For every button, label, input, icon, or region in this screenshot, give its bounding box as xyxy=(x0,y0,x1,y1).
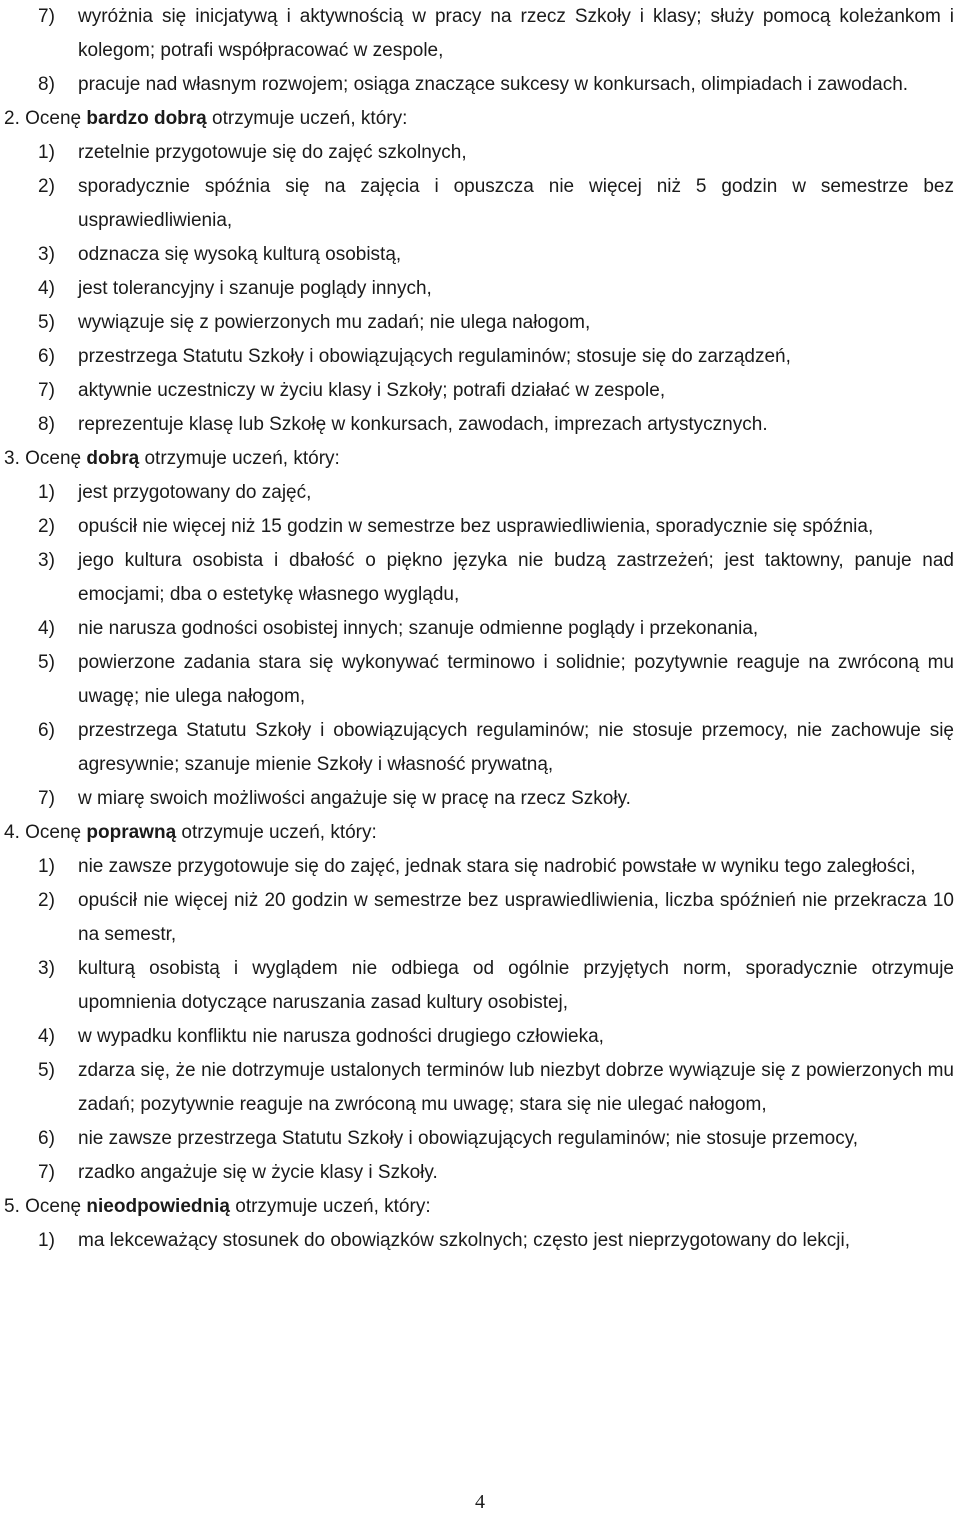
list-item-text: kulturą osobistą i wyglądem nie odbiega od ogólnie przyjętych norm, sporadycznie otrzymuje upomnienia dotyczące naruszania zasad kultury osobistej, xyxy=(78,958,954,1013)
list-item-text: odznacza się wysoką kulturą osobistą, xyxy=(78,244,402,265)
list-item-number: 1) xyxy=(38,856,55,877)
list-item-text: rzetelnie przygotowuje się do zajęć szkolnych, xyxy=(78,142,467,163)
list-item-text: nie zawsze przestrzega Statutu Szkoły i obowiązujących regulaminów; nie stosuje przemocy, xyxy=(78,1128,859,1149)
list-item-text: jest tolerancyjny i szanuje poglądy innych, xyxy=(78,278,432,299)
list-item xyxy=(0,238,960,272)
section-number: 3. xyxy=(4,448,20,469)
list-item-text: w wypadku konfliktu nie narusza godności drugiego człowieka, xyxy=(78,1026,604,1047)
list-item-text: jego kultura osobista i dbałość o piękno języka nie budzą zastrzeżeń; jest taktowny, panuje nad emocjami; dba o estetykę własnego wyglądu, xyxy=(78,550,954,605)
list-item-text: pracuje nad własnym rozwojem; osiąga znaczące sukcesy w konkursach, olimpiadach i zawodach. xyxy=(78,74,909,95)
heading-suffix: otrzymuje uczeń, który: xyxy=(144,448,340,469)
list-item xyxy=(0,510,960,544)
section-heading xyxy=(0,1190,960,1224)
grade-section xyxy=(0,102,960,442)
list-item-number: 5) xyxy=(38,312,55,333)
list-item-number: 6) xyxy=(38,1128,55,1149)
list-item-text: nie narusza godności osobistej innych; szanuje odmienne poglądy i przekonania, xyxy=(78,618,759,639)
list-item-number: 1) xyxy=(38,142,55,163)
list-item-text: przestrzega Statutu Szkoły i obowiązujących regulaminów; stosuje się do zarządzeń, xyxy=(78,346,791,367)
list-item xyxy=(0,170,960,238)
list-item-text: wyróżnia się inicjatywą i aktywnością w pracy na rzecz Szkoły i klasy; służy pomocą koleżankom i kolegom; potrafi współpracować w zespole, xyxy=(78,6,954,61)
list-item-number: 5) xyxy=(38,1060,55,1081)
list-item-text: opuścił nie więcej niż 15 godzin w semestrze bez usprawiedliwienia, sporadycznie się spóźnia, xyxy=(78,516,874,537)
list-item-text: reprezentuje klasę lub Szkołę w konkursach, zawodach, imprezach artystycznych. xyxy=(78,414,768,435)
list-item-text: powierzone zadania stara się wykonywać terminowo i solidnie; pozytywnie reaguje na zwróconą mu uwagę; nie ulega nałogom, xyxy=(78,652,954,707)
list-item xyxy=(0,884,960,952)
list-item xyxy=(0,1054,960,1122)
page-number: 4 xyxy=(475,1491,485,1513)
list-item-text: ma lekceważący stosunek do obowiązków szkolnych; często jest nieprzygotowany do lekcji, xyxy=(78,1230,850,1251)
list-item xyxy=(0,68,960,102)
grade-section xyxy=(0,442,960,816)
grade-name: bardzo dobrą xyxy=(86,108,207,129)
heading-prefix: Ocenę xyxy=(25,1196,82,1217)
list-item-text: sporadycznie spóźnia się na zajęcia i opuszcza nie więcej niż 5 godzin w semestrze bez usprawiedliwienia, xyxy=(78,176,954,231)
grade-section xyxy=(0,816,960,1190)
list-item xyxy=(0,1156,960,1190)
grade-section xyxy=(0,1190,960,1258)
list-item xyxy=(0,374,960,408)
list-item xyxy=(0,782,960,816)
list-item xyxy=(0,646,960,714)
list-item-text: rzadko angażuje się w życie klasy i Szkoły. xyxy=(78,1162,438,1183)
list-item xyxy=(0,306,960,340)
list-item-number: 1) xyxy=(38,482,55,503)
grade-name: dobrą xyxy=(86,448,140,469)
heading-prefix: Ocenę xyxy=(25,822,82,843)
grade-name: poprawną xyxy=(86,822,177,843)
list-item xyxy=(0,136,960,170)
list-item-number: 2) xyxy=(38,176,55,197)
list-item xyxy=(0,476,960,510)
heading-suffix: otrzymuje uczeń, który: xyxy=(181,822,377,843)
heading-suffix: otrzymuje uczeń, który: xyxy=(235,1196,431,1217)
heading-prefix: Ocenę xyxy=(25,448,82,469)
list-item-text: wywiązuje się z powierzonych mu zadań; nie ulega nałogom, xyxy=(78,312,591,333)
list-item-number: 2) xyxy=(38,516,55,537)
list-item-number: 8) xyxy=(38,74,55,95)
list-item xyxy=(0,340,960,374)
section-heading xyxy=(0,442,960,476)
list-item-text: opuścił nie więcej niż 20 godzin w semestrze bez usprawiedliwienia, liczba spóźnień nie przekracza 10 na semestr, xyxy=(78,890,954,945)
list-item-text: przestrzega Statutu Szkoły i obowiązujących regulaminów; nie stosuje przemocy, nie zachowuje się agresywnie; szanuje mienie Szkoły i własność prywatną, xyxy=(78,720,954,775)
list-item-number: 7) xyxy=(38,6,55,27)
list-item-number: 8) xyxy=(38,414,55,435)
section-heading xyxy=(0,816,960,850)
list-item xyxy=(0,544,960,612)
list-item-text: zdarza się, że nie dotrzymuje ustalonych terminów lub niezbyt dobrze wywiązuje się z powierzonych mu zadań; pozytywnie reaguje na zwróconą mu uwagę; stara się nie ulegać nałogom, xyxy=(78,1060,954,1115)
heading-prefix: Ocenę xyxy=(25,108,82,129)
list-item-text: nie zawsze przygotowuje się do zajęć, jednak stara się nadrobić powstałe w wyniku tego zaległości, xyxy=(78,856,916,877)
list-item xyxy=(0,272,960,306)
list-item-text: aktywnie uczestniczy w życiu klasy i Szkoły; potrafi działać w zespole, xyxy=(78,380,666,401)
list-item xyxy=(0,612,960,646)
list-item-number: 3) xyxy=(38,244,55,265)
list-item-number: 1) xyxy=(38,1230,55,1251)
list-item xyxy=(0,1224,960,1258)
list-item-number: 6) xyxy=(38,346,55,367)
list-item-number: 7) xyxy=(38,788,55,809)
section-number: 2. xyxy=(4,108,20,129)
list-item-number: 6) xyxy=(38,720,55,741)
list-item xyxy=(0,714,960,782)
list-item-number: 7) xyxy=(38,1162,55,1183)
list-item xyxy=(0,0,960,68)
list-item-number: 7) xyxy=(38,380,55,401)
heading-suffix: otrzymuje uczeń, który: xyxy=(212,108,408,129)
list-item-text: jest przygotowany do zajęć, xyxy=(78,482,312,503)
list-item-text: w miarę swoich możliwości angażuje się w pracę na rzecz Szkoły. xyxy=(78,788,631,809)
list-item xyxy=(0,1020,960,1054)
list-item-number: 5) xyxy=(38,652,55,673)
list-item xyxy=(0,1122,960,1156)
list-item-number: 4) xyxy=(38,1026,55,1047)
list-item xyxy=(0,952,960,1020)
section-heading xyxy=(0,102,960,136)
grade-sections xyxy=(0,102,960,1258)
intro-list xyxy=(0,0,960,102)
list-item-number: 4) xyxy=(38,278,55,299)
section-number: 5. xyxy=(4,1196,20,1217)
list-item-number: 3) xyxy=(38,550,55,571)
list-item-number: 4) xyxy=(38,618,55,639)
list-item-number: 3) xyxy=(38,958,55,979)
list-item xyxy=(0,850,960,884)
grade-name: nieodpowiednią xyxy=(86,1196,230,1217)
section-number: 4. xyxy=(4,822,20,843)
list-item-number: 2) xyxy=(38,890,55,911)
list-item xyxy=(0,408,960,442)
